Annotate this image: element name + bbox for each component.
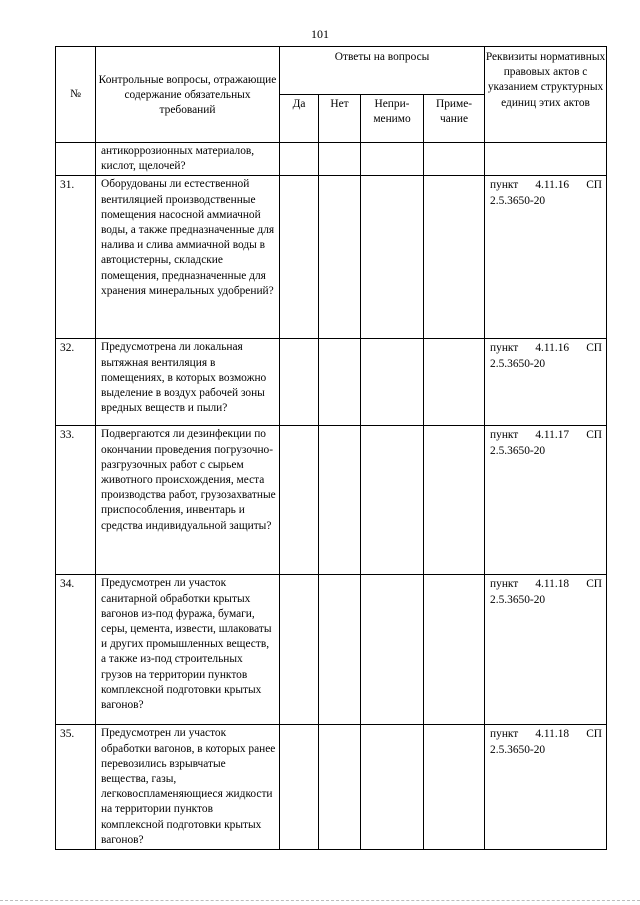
ref-code: 2.5.3650-20 [490, 194, 546, 207]
row-requisites [485, 575, 607, 725]
answer-no-cell [319, 143, 361, 176]
table-row [56, 575, 607, 725]
ref-code: 2.5.3650-20 [490, 357, 546, 370]
table-row [56, 426, 607, 575]
ref-clause-number: 4.11.17 [535, 429, 570, 442]
row-number: 35. [56, 725, 96, 850]
answer-note-cell [424, 575, 485, 725]
header-number: № [56, 47, 96, 143]
ref-code: 2.5.3650-20 [490, 593, 546, 606]
row-number: 32. [56, 339, 96, 426]
header-answers: Ответы на вопросы [280, 47, 485, 95]
answer-not-applicable-cell [361, 725, 424, 850]
ref-clause-word: пункт [490, 342, 519, 355]
table-row [56, 725, 607, 850]
header-note: Приме-чание [424, 95, 485, 143]
ref-clause-number: 4.11.18 [535, 728, 570, 741]
checklist-table [55, 46, 607, 850]
row-number: 34. [56, 575, 96, 725]
answer-no-cell [319, 725, 361, 850]
header-not-applicable: Непри-менимо [361, 95, 424, 143]
ref-clause-number: 4.11.16 [535, 342, 570, 355]
row-requisites [485, 176, 607, 339]
table-row [56, 143, 607, 176]
row-question: Предусмотрен ли участок обработки вагонов, в которых ранее перевозились взрывчатые вещества, газы, легковоспламеняющиеся жидкости на территории пунктов комплексной подготовки крытых вагонов? [96, 725, 280, 850]
ref-code-prefix: СП [586, 728, 603, 741]
answer-not-applicable-cell [361, 575, 424, 725]
ref-code-prefix: СП [586, 179, 603, 192]
header-no: Нет [319, 95, 361, 143]
row-question: Оборудованы ли естественной вентиляцией производственные помещения насосной аммиачной воды, а также предназначенные для налива и слива аммиачной воды в автоцистерны, складские помещения, предназначенные для хранения минеральных удобрений? [96, 176, 280, 339]
answer-not-applicable-cell [361, 339, 424, 426]
ref-clause-word: пункт [490, 429, 519, 442]
ref-clause-word: пункт [490, 578, 519, 591]
answer-note-cell [424, 176, 485, 339]
answer-no-cell [319, 339, 361, 426]
header-requisites: Реквизиты нормативных правовых актов с указанием структурных единиц этих актов [485, 47, 607, 143]
answer-no-cell [319, 575, 361, 725]
answer-yes-cell [280, 176, 319, 339]
ref-clause-word: пункт [490, 179, 519, 192]
ref-clause-word: пункт [490, 728, 519, 741]
row-question: Предусмотрена ли локальная вытяжная вентиляция в помещениях, в которых возможно выделение в воздух рабочей зоны вредных веществ и пыли? [96, 339, 280, 426]
row-requisites [485, 143, 607, 176]
answer-not-applicable-cell [361, 143, 424, 176]
answer-note-cell [424, 339, 485, 426]
ref-code-prefix: СП [586, 578, 603, 591]
answer-yes-cell [280, 426, 319, 575]
ref-code: 2.5.3650-20 [490, 743, 546, 756]
header-row-1 [56, 47, 607, 95]
answer-no-cell [319, 176, 361, 339]
answer-yes-cell [280, 143, 319, 176]
page-edge-divider [0, 900, 640, 905]
row-question: Предусмотрен ли участок санитарной обработки крытых вагонов из-под фуража, бумаги, серы, цемента, извести, шлаковаты и других промышленных веществ, а также из-под строительных грузов на территории пунктов комплексной подготовки крытых вагонов? [96, 575, 280, 725]
answer-yes-cell [280, 575, 319, 725]
row-question: антикоррозионных материалов, кислот, щелочей? [96, 143, 280, 176]
ref-clause-number: 4.11.16 [535, 179, 570, 192]
answer-note-cell [424, 725, 485, 850]
answer-not-applicable-cell [361, 176, 424, 339]
ref-code-prefix: СП [586, 429, 603, 442]
ref-code: 2.5.3650-20 [490, 444, 546, 457]
table-row [56, 176, 607, 339]
row-requisites [485, 725, 607, 850]
page-number: 101 [311, 27, 329, 41]
ref-code-prefix: СП [586, 342, 603, 355]
answer-no-cell [319, 426, 361, 575]
row-number [56, 143, 96, 176]
table-row [56, 339, 607, 426]
row-number: 31. [56, 176, 96, 339]
row-requisites [485, 426, 607, 575]
answer-yes-cell [280, 725, 319, 850]
row-requisites [485, 339, 607, 426]
header-questions: Контрольные вопросы, отражающие содержание обязательных требований [96, 47, 280, 143]
answer-note-cell [424, 143, 485, 176]
answer-yes-cell [280, 339, 319, 426]
answer-note-cell [424, 426, 485, 575]
answer-not-applicable-cell [361, 426, 424, 575]
ref-clause-number: 4.11.18 [535, 578, 570, 591]
header-yes: Да [280, 95, 319, 143]
row-number: 33. [56, 426, 96, 575]
row-question: Подвергаются ли дезинфекции по окончании проведения погрузочно-разгрузочных работ с сырьем животного происхождения, места производства работ, грузозахватные приспособления, инвентарь и средства индивидуальной защиты? [96, 426, 280, 575]
